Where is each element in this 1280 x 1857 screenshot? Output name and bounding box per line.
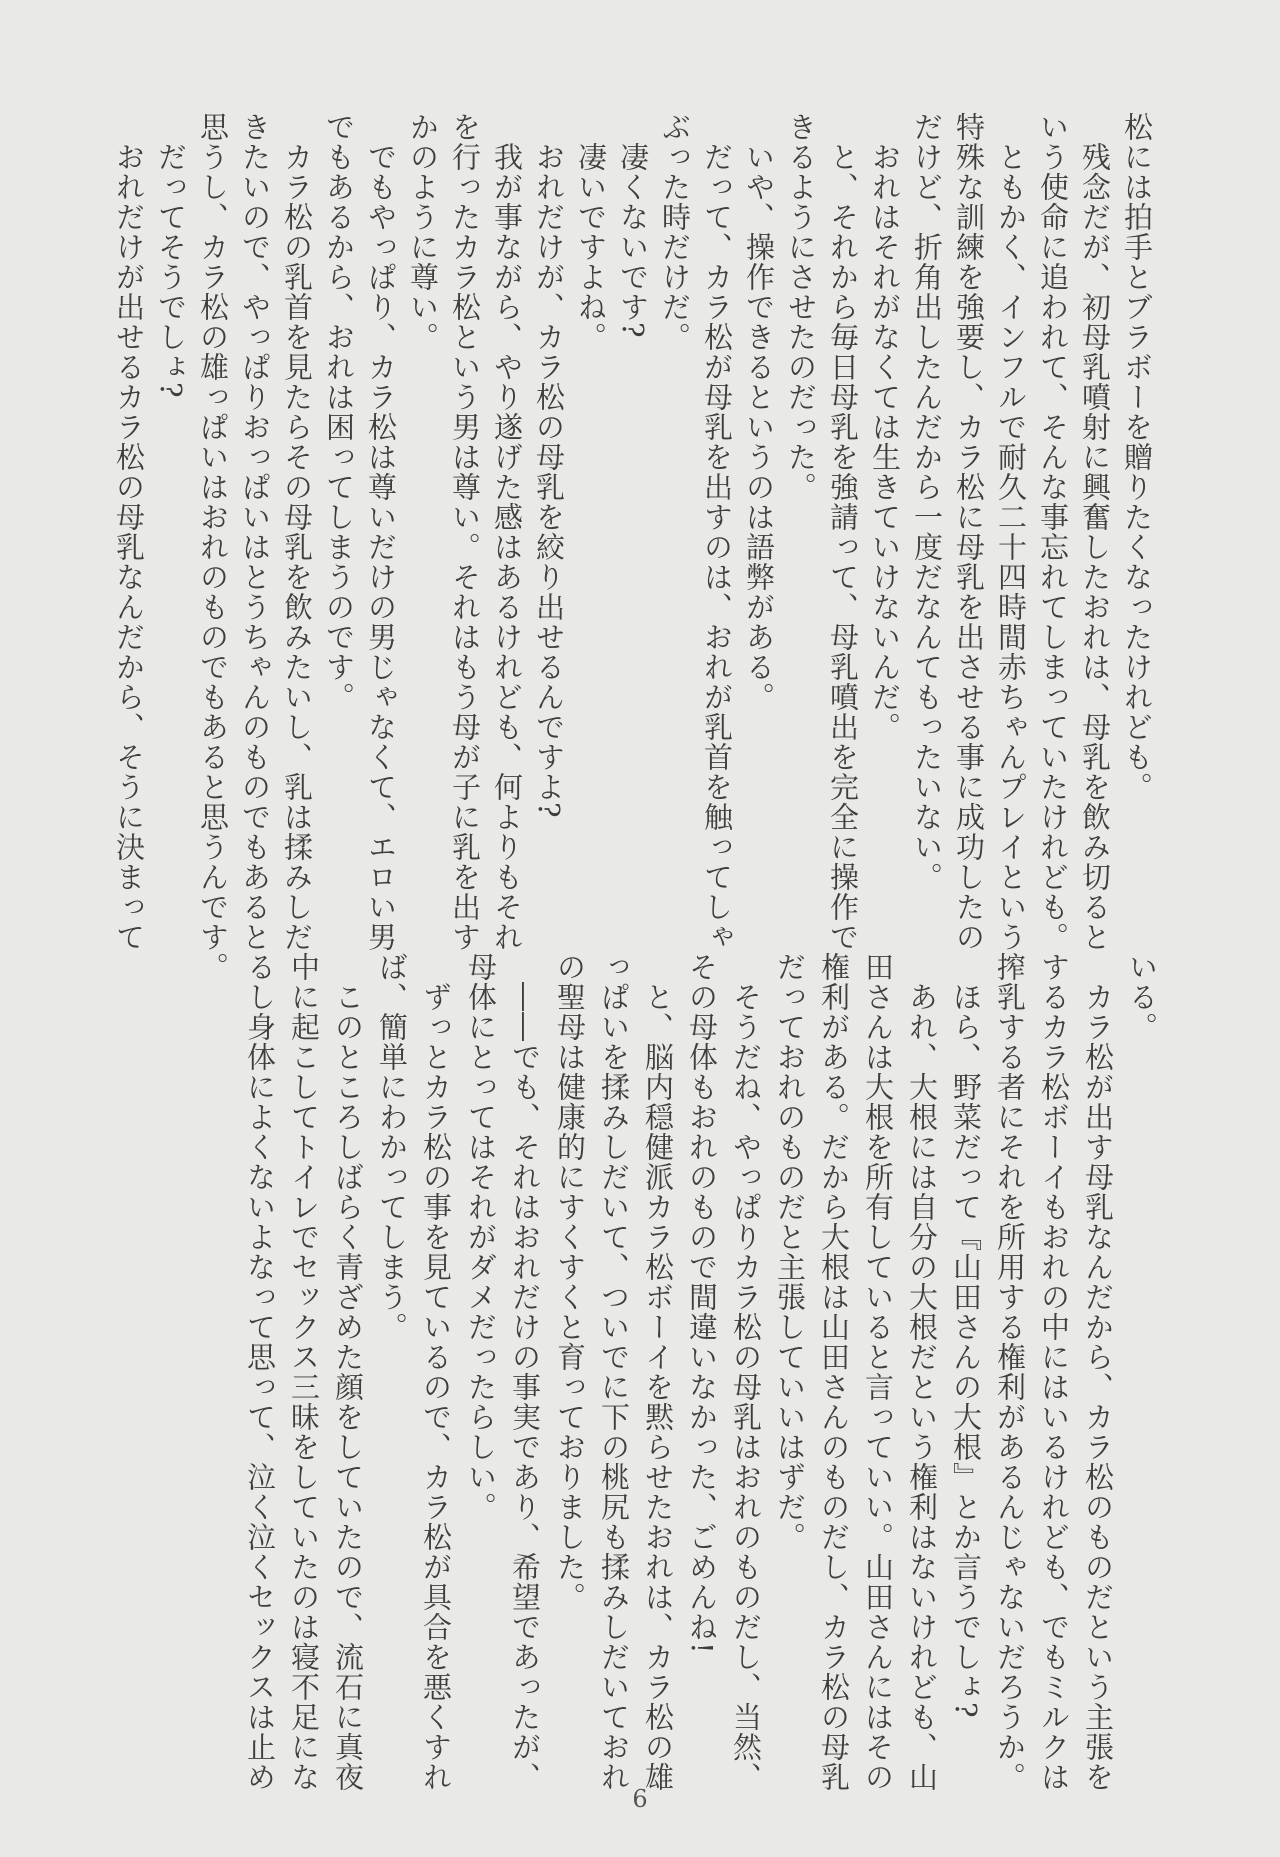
text-line: いや、操作できるというのは語弊がある。 bbox=[742, 112, 776, 712]
text-line: 搾乳する者にそれを所用する権利があるんじゃないだろうか。 bbox=[993, 952, 1027, 1792]
text-line: きたいので、やっぱりおっぱいはとうちゃんのものでもあると bbox=[238, 112, 272, 952]
text-line: だって、カラ松が母乳を出すのは、おれが乳首を触ってしゃ bbox=[700, 112, 734, 952]
text-block-top bbox=[108, 112, 1158, 982]
text-line: と、それから毎日母乳を強請って、母乳噴出を完全に操作で bbox=[826, 112, 860, 952]
text-block-bottom bbox=[238, 952, 1164, 1792]
text-line: いる。 bbox=[1125, 952, 1159, 1042]
text-line: ば、簡単にわかってしまう。 bbox=[375, 952, 409, 1342]
text-line: おれだけが出せるカラ松の母乳なんだから、そうに決まって bbox=[112, 112, 146, 952]
text-line: 田さんは大根を所有していると言っていい。山田さんにはその bbox=[861, 952, 895, 1792]
text-line: 母体にとってはそれがダメだったらしい。 bbox=[464, 952, 498, 1522]
text-line: っぱいを揉みしだいて、ついでに下の桃尻も揉みしだいておれ bbox=[597, 952, 631, 1792]
text-line: るし身体によくないよなって思って、泣く泣くセックスは止め bbox=[243, 952, 277, 1792]
text-line: だっておれのものだと主張していいはずだ。 bbox=[773, 952, 807, 1552]
text-line: 凄いですよね。 bbox=[574, 112, 608, 352]
text-line: ぶった時だけだ。 bbox=[658, 112, 692, 352]
text-line: このところしばらく青ざめた顔をしていたので、流石に真夜 bbox=[331, 952, 365, 1792]
text-line: カラ松が出す母乳なんだから、カラ松のものだという主張を bbox=[1081, 952, 1115, 1792]
text-line: だけど、折角出したんだから一度だなんてもったいない。 bbox=[910, 112, 944, 892]
text-line: でもあるから、おれは困ってしまうのです。 bbox=[322, 112, 356, 712]
page-number: 6 bbox=[632, 1785, 648, 1813]
text-line: を行ったカラ松という男は尊い。それはもう母が子に乳を出す bbox=[448, 112, 482, 952]
text-line: 権利がある。だから大根は山田さんのものだし、カラ松の母乳 bbox=[817, 952, 851, 1792]
text-line: きるようにさせたのだった。 bbox=[784, 112, 818, 502]
text-line: 我が事ながら、やり遂げた感はあるけれども、何よりもそれ bbox=[490, 112, 524, 952]
text-line: その母体もおれのもので間違いなかった、ごめんね! bbox=[685, 952, 719, 1655]
text-line: ともかく、インフルで耐久二十四時間赤ちゃんプレイという bbox=[994, 112, 1028, 952]
text-line: 松には拍手とブラボーを贈りたくなったけれども。 bbox=[1120, 112, 1154, 802]
text-line: 凄くないです? bbox=[616, 112, 650, 339]
text-line: 中に起こしてトイレでセックス三昧をしていたのは寝不足にな bbox=[287, 952, 321, 1792]
text-line: するカラ松ボーイもおれの中にはいるけれども、でもミルクは bbox=[1037, 952, 1071, 1792]
text-line: と、脳内穏健派カラ松ボーイを黙らせたおれは、カラ松の雄 bbox=[641, 952, 675, 1792]
text-line: 特殊な訓練を強要し、カラ松に母乳を出させる事に成功したの bbox=[952, 112, 986, 952]
text-line: おれはそれがなくては生きていけないんだ。 bbox=[868, 112, 902, 742]
text-line: ――でも、それはおれだけの事実であり、希望であったが、 bbox=[508, 952, 542, 1792]
text-line: いう使命に追われて、そんな事忘れてしまっていたけれども。 bbox=[1036, 112, 1070, 952]
text-line: カラ松の乳首を見たらその母乳を飲みたいし、乳は揉みしだ bbox=[280, 112, 314, 952]
text-line: でもやっぱり、カラ松は尊いだけの男じゃなくて、エロい男 bbox=[364, 112, 398, 952]
text-line: かのように尊い。 bbox=[406, 112, 440, 352]
text-line: おれだけが、カラ松の母乳を絞り出せるんですよ? bbox=[532, 112, 566, 819]
text-line: あれ、大根には自分の大根だという権利はないけれども、山 bbox=[905, 952, 939, 1792]
text-line: 残念だが、初母乳噴射に興奮したおれは、母乳を飲み切ると bbox=[1078, 112, 1112, 952]
text-line: ほら、野菜だって『山田さんの大根』とか言うでしょ? bbox=[949, 952, 983, 1719]
text-line: の聖母は健康的にすくすくと育っておりました。 bbox=[553, 952, 587, 1612]
text-line: そうだね、やっぱりカラ松の母乳はおれのものだし、当然、 bbox=[729, 952, 763, 1792]
text-line: だってそうでしょ? bbox=[154, 112, 188, 399]
text-line: ずっとカラ松の事を見ているので、カラ松が具合を悪くすれ bbox=[419, 952, 453, 1792]
text-line: 思うし、カラ松の雄っぱいはおれのものでもあると思うんです。 bbox=[196, 112, 230, 982]
